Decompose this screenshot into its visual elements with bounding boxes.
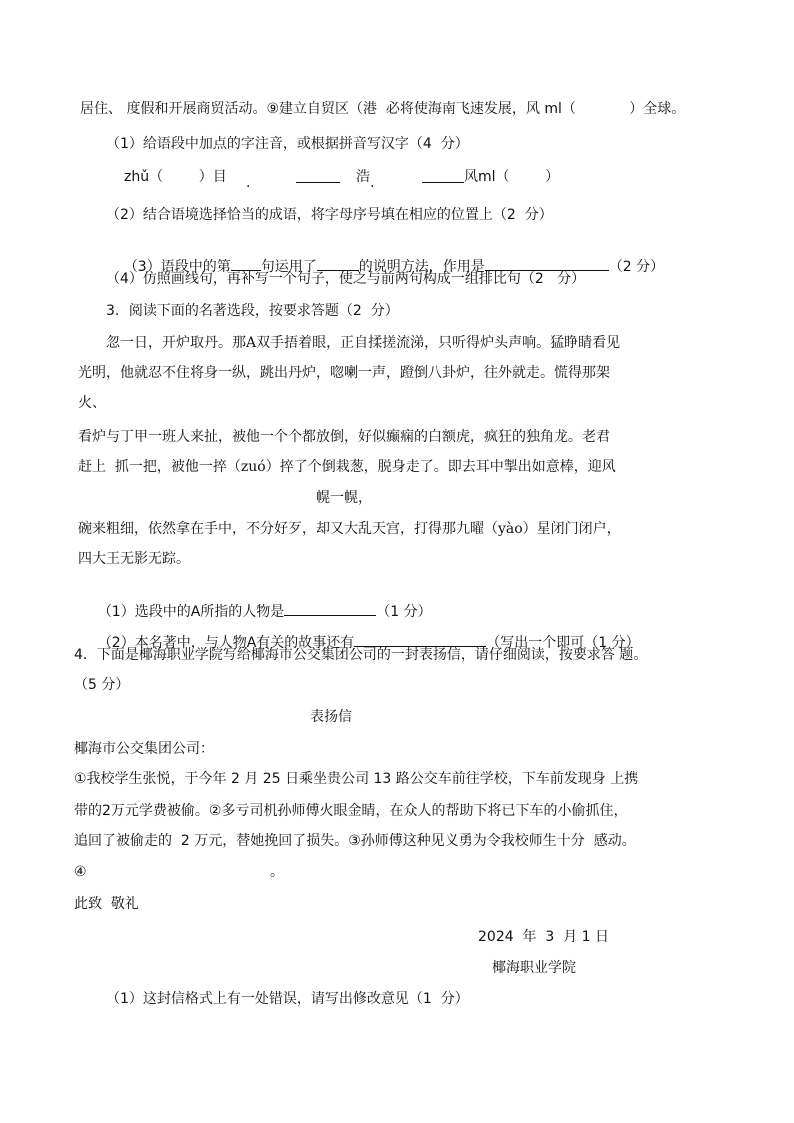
blank-line — [422, 168, 464, 183]
excerpt-line-1: 忽一日，开炉取丹。那A双手捂着眼，正自揉搓流涕，只听得炉头声响。猛睁睛看见 — [106, 335, 621, 351]
question-1-2: （2）结合语境选择恰当的成语，将字母序号填在相应的位置上（2 分） — [106, 207, 553, 223]
pinyin-item-b: 浩 — [356, 169, 370, 185]
question-3-1-score: （1 分） — [376, 604, 432, 620]
question-1-3-part-d: （2 分） — [608, 259, 665, 275]
question-1-3-part-c: 的说明方法，作用是 — [358, 259, 485, 275]
emphasis-dot: . — [246, 175, 251, 191]
answer-blank — [485, 256, 609, 271]
circled-number-4: ④ — [74, 864, 87, 880]
letter-body-line-3: 追回了被偷走的 2 万元，替她挽回了损失。③孙师傅这种见义勇为令我校师生十分 感动。 — [74, 833, 636, 849]
question-3-title: 3．阅读下面的名著选段，按要求答题（2 分） — [106, 303, 399, 319]
letter-body-line-1: ①我校学生张悦，于今年 2 月 25 日乘坐贵公司 13 路公交车前往学校，下车前发现身 上携 — [74, 771, 639, 787]
excerpt-line-4: 看炉与丁甲一班人来扯，被他一个个都放倒，好似癫痫的白额虎，疯狂的独角龙。老君 — [78, 429, 610, 445]
question-4-score: （5 分） — [74, 677, 130, 693]
pinyin-item-c: 风ml（ ） — [464, 169, 560, 185]
question-3-2-text: （2）本名著中，与人物A有关的故事还有 — [97, 635, 355, 651]
letter-date: 2024 年 3 月 1 日 — [478, 929, 610, 945]
question-1-4: （4）仿照画线句，再补写一个句子，使之与前两句构成一组排比句（2 分） — [106, 271, 586, 287]
question-4-1: （1）这封信格式上有一处错误，请写出修改意见（1 分） — [106, 991, 469, 1007]
excerpt-line-8: 四大王无影无踪。 — [78, 551, 190, 567]
sentence-end: 。 — [270, 864, 284, 880]
question-1-1: （1）给语段中加点的字注音，或根据拼音写汉字（4 分） — [106, 136, 469, 152]
blank-line — [296, 168, 340, 183]
pinyin-line — [124, 168, 584, 191]
excerpt-line-6: 幌一幌， — [316, 490, 372, 506]
excerpt-line-5: 赶上 抓一把，被他一捽（zuó）捽了个倒栽葱，脱身走了。即去耳中掣出如意棒，迎风 — [78, 459, 616, 475]
excerpt-line-7: 碗来粗细，依然拿在手中，不分好歹，却又大乱天宫，打得那九曜（yào）星闭门闭户， — [78, 521, 621, 537]
question-3-1-text: （1）选段中的A所指的人物是 — [97, 604, 285, 620]
excerpt-line-3: 火、 — [78, 395, 106, 411]
question-1-3-part-b: 句运用了 — [260, 259, 317, 275]
question-1-3-part-a: （3）语段中的第 — [123, 259, 231, 275]
question-4-title: 4．下面是椰海职业学院写给椰海市公交集团公司的一封表扬信，请仔细阅读，按要求答 题。 — [74, 647, 648, 663]
emphasis-dot: . — [370, 175, 375, 191]
answer-blank — [317, 256, 359, 271]
letter-title: 表扬信 — [310, 709, 352, 725]
question-3-2-score: （写出一个即可（1 分） — [486, 635, 640, 651]
passage-line-1: 居住、 度假和开展商贸活动。⑨建立自贸区（港 必将使海南飞速发展，风 ml（ ）全球。 — [80, 101, 686, 117]
pinyin-item-a: zhǔ（ ）目 — [124, 169, 227, 185]
letter-closing: 此致 敬礼 — [74, 896, 139, 912]
answer-blank — [354, 632, 486, 647]
letter-body-line-2: 带的2万元学费被偷。②多亏司机孙师傅火眼金睛，在众人的帮助下将已下车的小偷抓住， — [74, 803, 628, 819]
letter-salutation: 椰海市公交集团公司： — [74, 741, 214, 757]
excerpt-line-2: 光明，他就忍不住将身一纵，跳出丹炉，唿喇一声，蹬倒八卦炉，往外就走。慌得那架 — [78, 365, 610, 381]
answer-blank — [231, 256, 261, 271]
letter-signature: 椰海职业学院 — [492, 960, 576, 976]
